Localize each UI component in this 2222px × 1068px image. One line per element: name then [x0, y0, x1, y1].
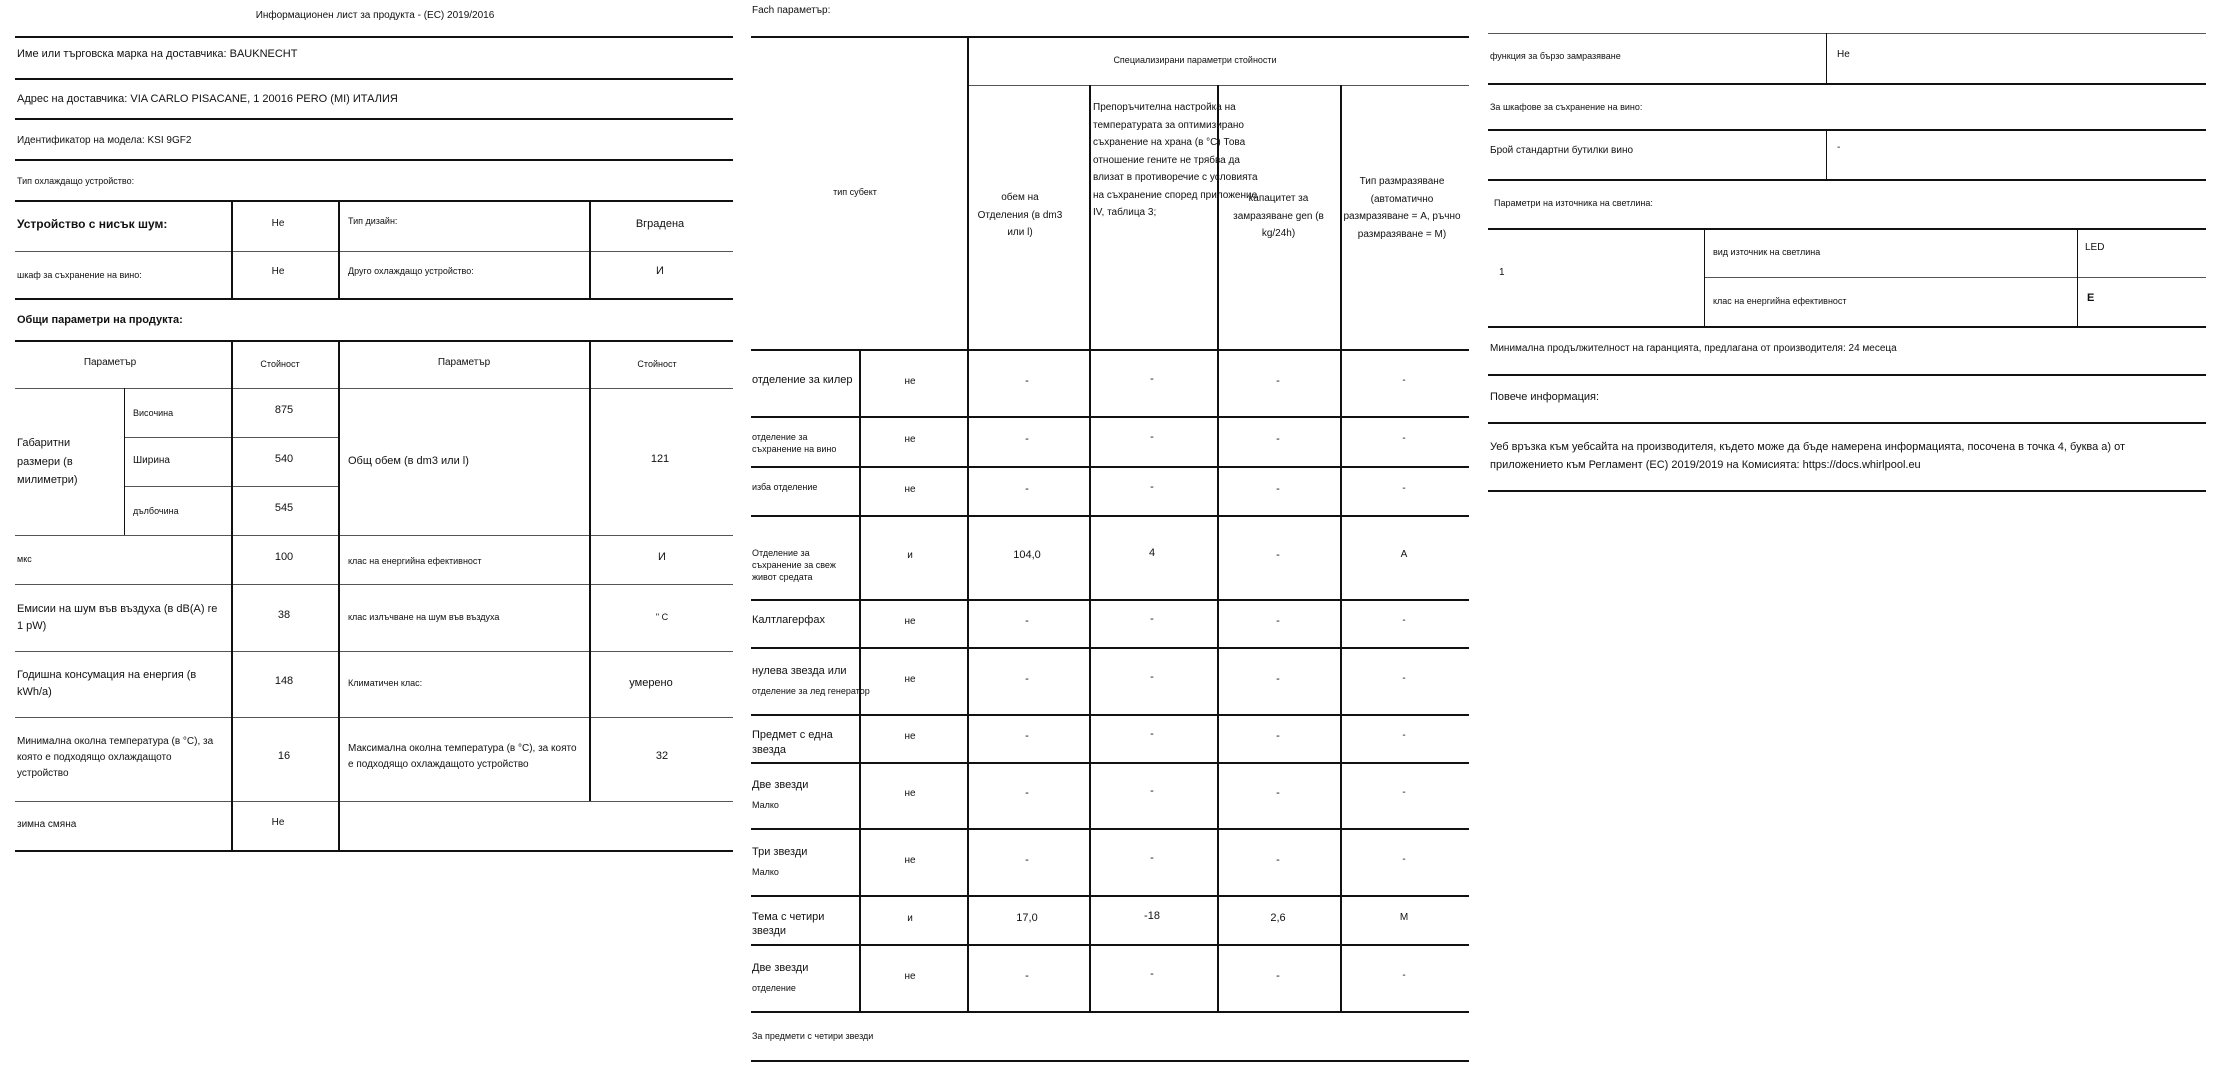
light-type-value: LED: [2085, 242, 2105, 253]
col-temp-header: Препоръчителна настройка на температурата за оптимизирано съхранение на храна (в °C) Това отношение гените не трябва да влизат в противоречие с условията на съхранение според приложение IV, таблица 3;: [1093, 102, 1258, 218]
annual-energy-value: 148: [274, 675, 294, 687]
energy-class-value: И: [658, 551, 666, 563]
compartment-defrost-type: -: [1402, 853, 1406, 865]
compartment-present: не: [904, 970, 916, 982]
design-type-label: Тип дизайн:: [348, 216, 398, 226]
low-noise-label: Устройство с нисък шум:: [17, 217, 168, 231]
more-info-title: Повече информация:: [1490, 391, 1600, 403]
climate-class-label: Климатичен клас:: [348, 678, 423, 688]
noise-class-value: " С: [655, 612, 669, 622]
compartment-volume: -: [1025, 730, 1029, 742]
compartment-name: изба отделение: [752, 481, 818, 492]
winter-setting-value: Не: [271, 817, 285, 828]
wine-cabinet-label: шкаф за съхранение на вино:: [17, 270, 142, 280]
max-temp-label: Максимална околна температура (в °C), за която е подходящо охлаждащото устройство: [348, 743, 577, 770]
compartment-freeze-capacity: -: [1276, 374, 1280, 387]
min-temp-label: Минимална околна температура (в °C), за която е подходящо охлаждащото устройство: [17, 736, 214, 779]
supplier-address: Адрес на доставчика: VIA CARLO PISACANE, 1 20016 PERO (MI) ИТАЛИЯ: [17, 93, 398, 105]
width-value: 540: [274, 453, 294, 465]
fast-freeze-label: функция за бързо замразяване: [1490, 51, 1621, 61]
model-identifier: Идентификатор на модела: KSI 9GF2: [17, 135, 192, 146]
other-device-value: И: [656, 265, 664, 277]
compartment-volume: -: [1025, 969, 1029, 982]
compartment-name: Две звезди: [752, 779, 809, 791]
compartment-temperature: -: [1150, 967, 1154, 980]
compartment-present: не: [904, 788, 916, 799]
compartment-present: не: [904, 434, 916, 445]
compartment-defrost-type: -: [1402, 787, 1406, 798]
compartment-freeze-capacity: -: [1276, 549, 1280, 561]
compartment-present: не: [904, 731, 916, 742]
compartment-present: не: [904, 375, 916, 387]
compartment-temperature: -: [1150, 728, 1154, 740]
four-star-note: За предмети с четири звезди: [752, 1031, 874, 1041]
compartment-defrost-type: -: [1402, 672, 1406, 684]
depth-label: дълбочина: [133, 506, 179, 516]
compartment-name: Три звезди: [752, 845, 808, 858]
compartment-name: нулева звезда или: [752, 664, 847, 677]
other-device-label: Друго охлаждащо устройство:: [348, 266, 474, 276]
compartment-params-title: Fach параметър:: [752, 5, 831, 16]
compartment-volume: -: [1025, 787, 1029, 799]
wine-storage-title: За шкафове за съхранение на вино:: [1490, 102, 1643, 112]
col-param-header: Параметър: [83, 357, 137, 368]
manufacturer-website-info: Уеб връзка към уебсайта на производителя, където може да бъде намерена информацията, посочена в точка 4, буква а) от приложението към Регламент (ЕС) 2019/2019 на Комисията: https://docs.whirlpool.eu: [1490, 441, 2126, 472]
col-value-header-2: Стойност: [637, 359, 677, 369]
compartment-volume: -: [1025, 853, 1029, 866]
compartment-present: и: [907, 912, 913, 924]
compartment-temperature: -: [1150, 613, 1154, 625]
compartment-temperature: -: [1150, 785, 1154, 797]
compartment-defrost-type: M: [1399, 911, 1409, 923]
compartment-volume: -: [1025, 482, 1029, 495]
noise-emission-value: 38: [277, 609, 291, 621]
compartment-defrost-type: -: [1402, 374, 1406, 386]
compartment-name: Предмет с една звезда: [752, 729, 833, 756]
noise-emission-label: Емисии на шум във въздуха (в dB(A) re 1 pW): [17, 603, 218, 633]
compartment-defrost-type: -: [1402, 433, 1406, 444]
light-class-label: клас на енергийна ефективност: [1713, 296, 1847, 306]
warranty-info: Минимална продължителност на гаранцията, предлагана от производителя: 24 месеца: [1490, 343, 1897, 354]
compartment-temperature: -18: [1144, 909, 1160, 922]
wine-bottles-value: -: [1837, 142, 1841, 153]
compartment-subname: отделение за лед генератор: [752, 685, 870, 696]
col-value-header: Стойност: [260, 359, 300, 369]
wine-bottles-label: Брой стандартни бутилки вино: [1490, 145, 1634, 156]
compartment-temperature: 4: [1148, 547, 1156, 559]
annual-energy-label: Годишна консумация на енергия (в kWh/a): [17, 669, 197, 699]
noise-class-label: клас излъчване на шум във въздуха: [348, 612, 500, 622]
light-type-label: вид източник на светлина: [1713, 247, 1821, 257]
row-divider: [751, 1011, 1469, 1013]
depth-value: 545: [274, 502, 294, 514]
compartment-temperature: -: [1150, 431, 1154, 443]
compartment-temperature: -: [1150, 372, 1154, 385]
compartment-freeze-capacity: -: [1276, 853, 1280, 866]
compartment-freeze-capacity: -: [1276, 969, 1280, 982]
compartment-freeze-capacity: -: [1276, 672, 1280, 685]
compartment-name: Две звезди: [752, 961, 809, 974]
compartment-volume: -: [1025, 433, 1029, 445]
design-type-value: Вградена: [635, 218, 685, 230]
compartment-freeze-capacity: -: [1276, 730, 1280, 742]
compartment-name: отделение за съхранение на вино: [752, 432, 837, 455]
wine-cabinet-value: Не: [271, 266, 285, 277]
total-volume-label: Общ обем (в dm3 или l): [348, 455, 469, 467]
compartment-defrost-type: -: [1402, 969, 1406, 981]
fast-freeze-value: Не: [1837, 49, 1850, 60]
compartment-temperature: -: [1150, 670, 1154, 683]
max-temp-value: 32: [655, 750, 669, 762]
compartment-temperature: -: [1150, 851, 1154, 864]
compartment-volume: -: [1025, 672, 1029, 685]
compartment-subname: Малко: [752, 866, 779, 877]
light-class-value: E: [2087, 292, 2095, 304]
total-volume-value: 121: [650, 453, 670, 465]
specific-params-header: Специализирани параметри стойности: [1113, 55, 1277, 65]
col-defrost-header: Тип размразяване (автоматично размразяване = A, ръчно размразяване = M): [1343, 176, 1461, 240]
eei-value: 100: [274, 551, 294, 563]
compartment-present: и: [907, 550, 913, 561]
compartment-defrost-type: -: [1402, 482, 1406, 494]
eei-label: мкс: [17, 554, 32, 564]
compartment-freeze-capacity: -: [1276, 482, 1280, 495]
compartment-present: не: [904, 616, 916, 627]
compartment-freeze-capacity: -: [1276, 433, 1280, 445]
compartment-freeze-capacity: -: [1276, 787, 1280, 799]
compartment-freeze-capacity: 2,6: [1270, 911, 1286, 924]
compartment-volume: 104,0: [1013, 549, 1041, 561]
compartment-name: Отделение за съхранение за свеж живот средата: [752, 548, 836, 583]
compartment-defrost-type: -: [1402, 730, 1406, 741]
dimensions-label: Габаритни размери (в милиметри): [17, 437, 78, 487]
compartment-name: отделение за килер: [752, 373, 853, 386]
compartment-volume: -: [1025, 615, 1029, 627]
supplier-name: Име или търговска марка на доставчика: BAUKNECHT: [17, 48, 298, 60]
winter-setting-label: зимна смяна: [17, 819, 77, 830]
col-param-header-2: Параметър: [437, 357, 491, 368]
compartment-name: Калтлагерфах: [752, 614, 825, 626]
general-params-title: Общи параметри на продукта:: [17, 314, 183, 326]
energy-class-label: клас на енергийна ефективност: [348, 556, 482, 566]
compartment-present: не: [904, 483, 916, 495]
low-noise-value: Не: [271, 218, 285, 229]
compartment-volume: -: [1025, 374, 1029, 387]
col-type-header: тип субект: [833, 187, 877, 197]
compartment-volume: 17,0: [1016, 911, 1038, 924]
light-source-index: 1: [1499, 267, 1505, 278]
light-source-title: Параметри на източника на светлина:: [1494, 198, 1653, 208]
compartment-present: не: [904, 854, 916, 866]
sheet-title: Информационен лист за продукта - (ЕС) 2019/2016: [255, 10, 495, 21]
compartment-name: Тема с четири звезди: [752, 910, 825, 938]
width-label: Ширина: [133, 455, 170, 466]
compartment-subname: Малко: [752, 800, 779, 810]
compartment-defrost-type: A: [1400, 549, 1408, 560]
compartment-subname: отделение: [752, 982, 796, 993]
compartment-temperature: -: [1150, 480, 1154, 493]
compartment-freeze-capacity: -: [1276, 615, 1280, 627]
device-type-label: Тип охлаждащо устройство:: [17, 176, 135, 186]
col-volume-header: обем на Отделения (в dm3 или l): [977, 192, 1063, 238]
compartment-present: не: [904, 673, 916, 685]
compartment-defrost-type: -: [1402, 615, 1406, 626]
height-label: Височина: [133, 408, 174, 418]
climate-class-value: умерено: [629, 677, 673, 689]
col-freeze-header: капацитет за замразяване gen (в kg/24h): [1233, 193, 1324, 239]
min-temp-value: 16: [277, 750, 291, 762]
height-value: 875: [274, 404, 294, 416]
